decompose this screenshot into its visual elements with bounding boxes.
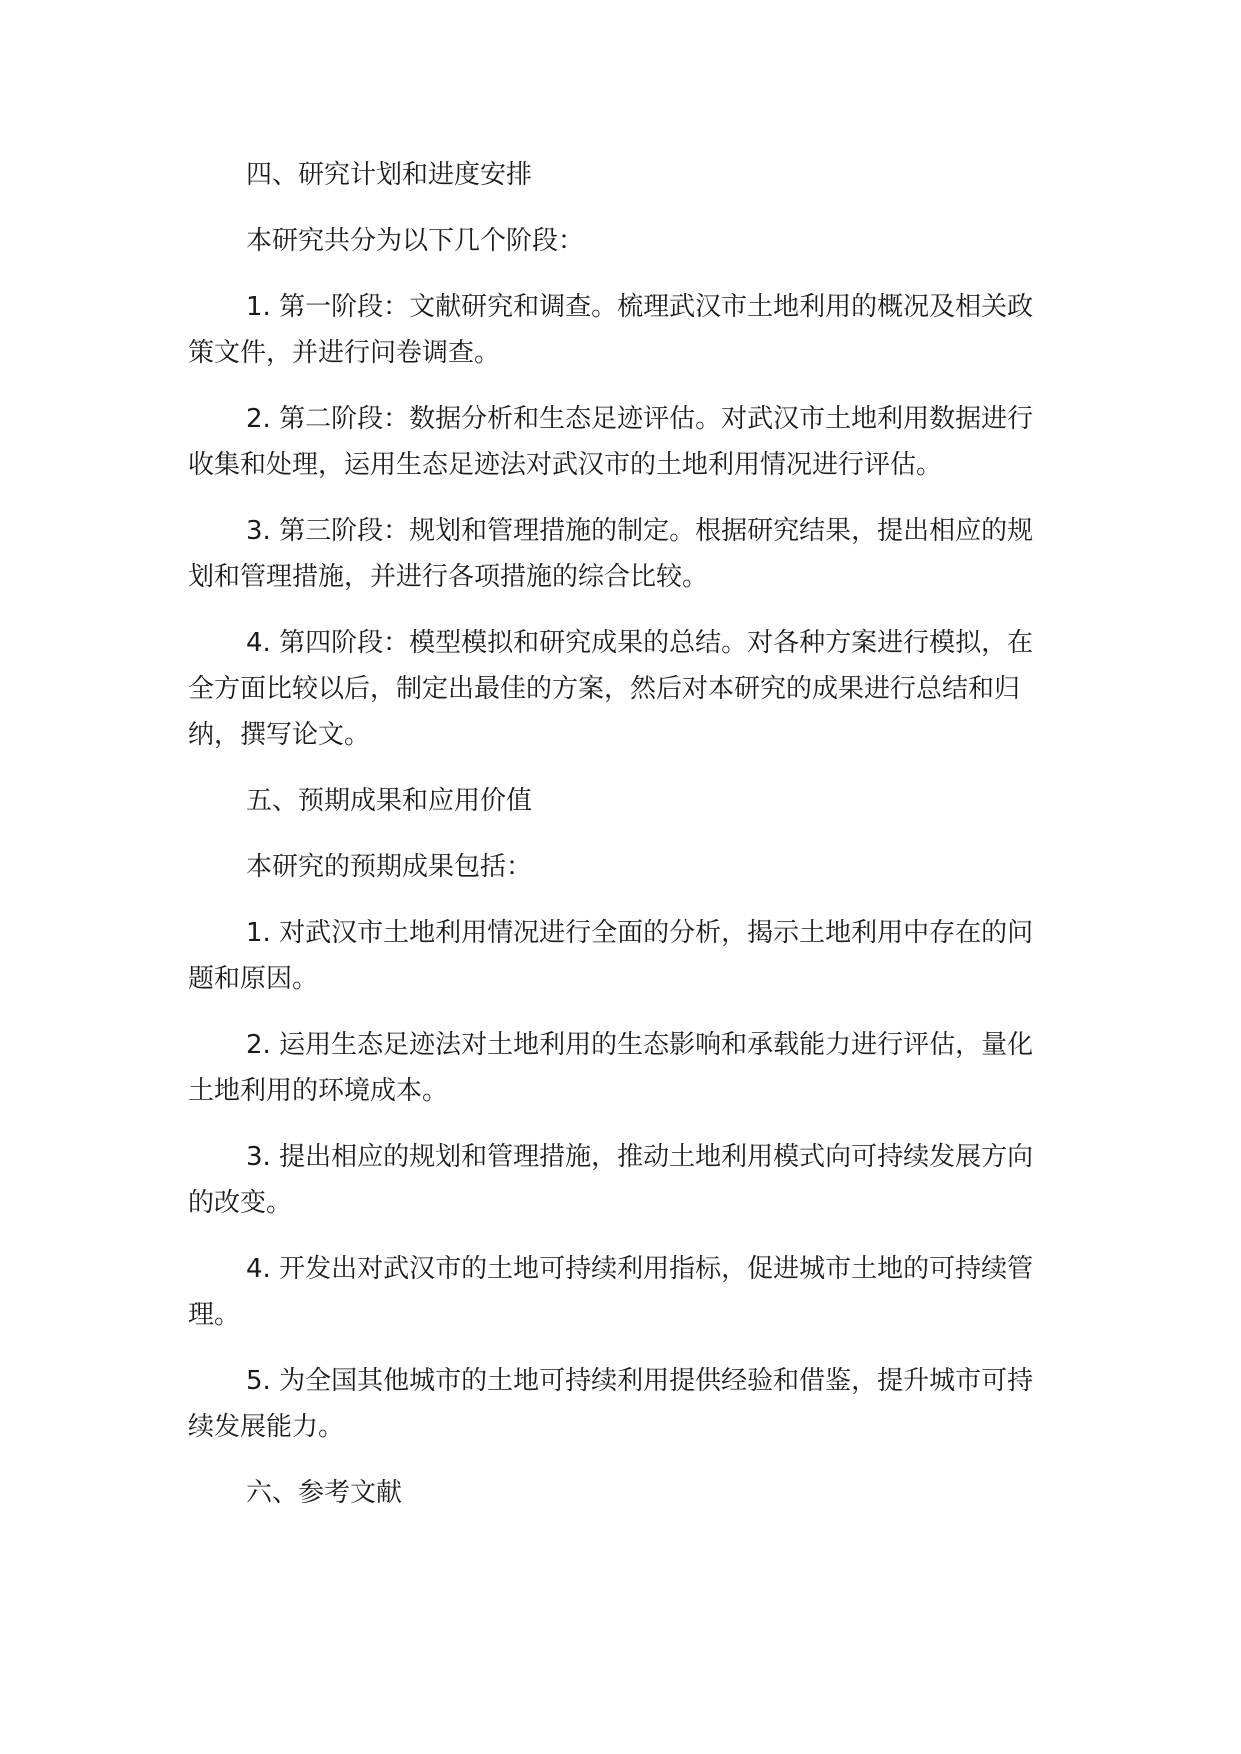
list-item: 1. 第一阶段：文献研究和调查。梳理武汉市土地利用的概况及相关政策文件，并进行问卷调查。	[188, 292, 1034, 368]
section-heading-references: 六、参考文献	[246, 1478, 403, 1508]
list-item: 4. 开发出对武汉市的土地可持续利用指标，促进城市土地的可持续管理。	[188, 1254, 1034, 1330]
list-item: 5. 为全国其他城市的土地可持续利用提供经验和借鉴，提升城市可持续发展能力。	[188, 1366, 1034, 1442]
list-item: 2. 运用生态足迹法对土地利用的生态影响和承载能力进行评估，量化土地利用的环境成本。	[188, 1030, 1034, 1106]
list-item: 3. 提出相应的规划和管理措施，推动土地利用模式向可持续发展方向的改变。	[188, 1142, 1034, 1218]
section-heading-expected-results: 五、预期成果和应用价值	[246, 786, 533, 816]
section-heading-research-plan: 四、研究计划和进度安排	[246, 160, 533, 190]
document-body	[188, 152, 1044, 1536]
section-intro: 本研究共分为以下几个阶段：	[246, 226, 585, 256]
list-item: 1. 对武汉市土地利用情况进行全面的分析，揭示土地利用中存在的问题和原因。	[188, 918, 1034, 994]
list-item: 4. 第四阶段：模型模拟和研究成果的总结。对各种方案进行模拟，在全方面比较以后，制定出最佳的方案，然后对本研究的成果进行总结和归纳，撰写论文。	[188, 628, 1034, 750]
list-item: 3. 第三阶段：规划和管理措施的制定。根据研究结果，提出相应的规划和管理措施，并进行各项措施的综合比较。	[188, 516, 1034, 592]
section-intro: 本研究的预期成果包括：	[246, 852, 533, 882]
list-item: 2. 第二阶段：数据分析和生态足迹评估。对武汉市土地利用数据进行收集和处理，运用生态足迹法对武汉市的土地利用情况进行评估。	[188, 404, 1034, 480]
